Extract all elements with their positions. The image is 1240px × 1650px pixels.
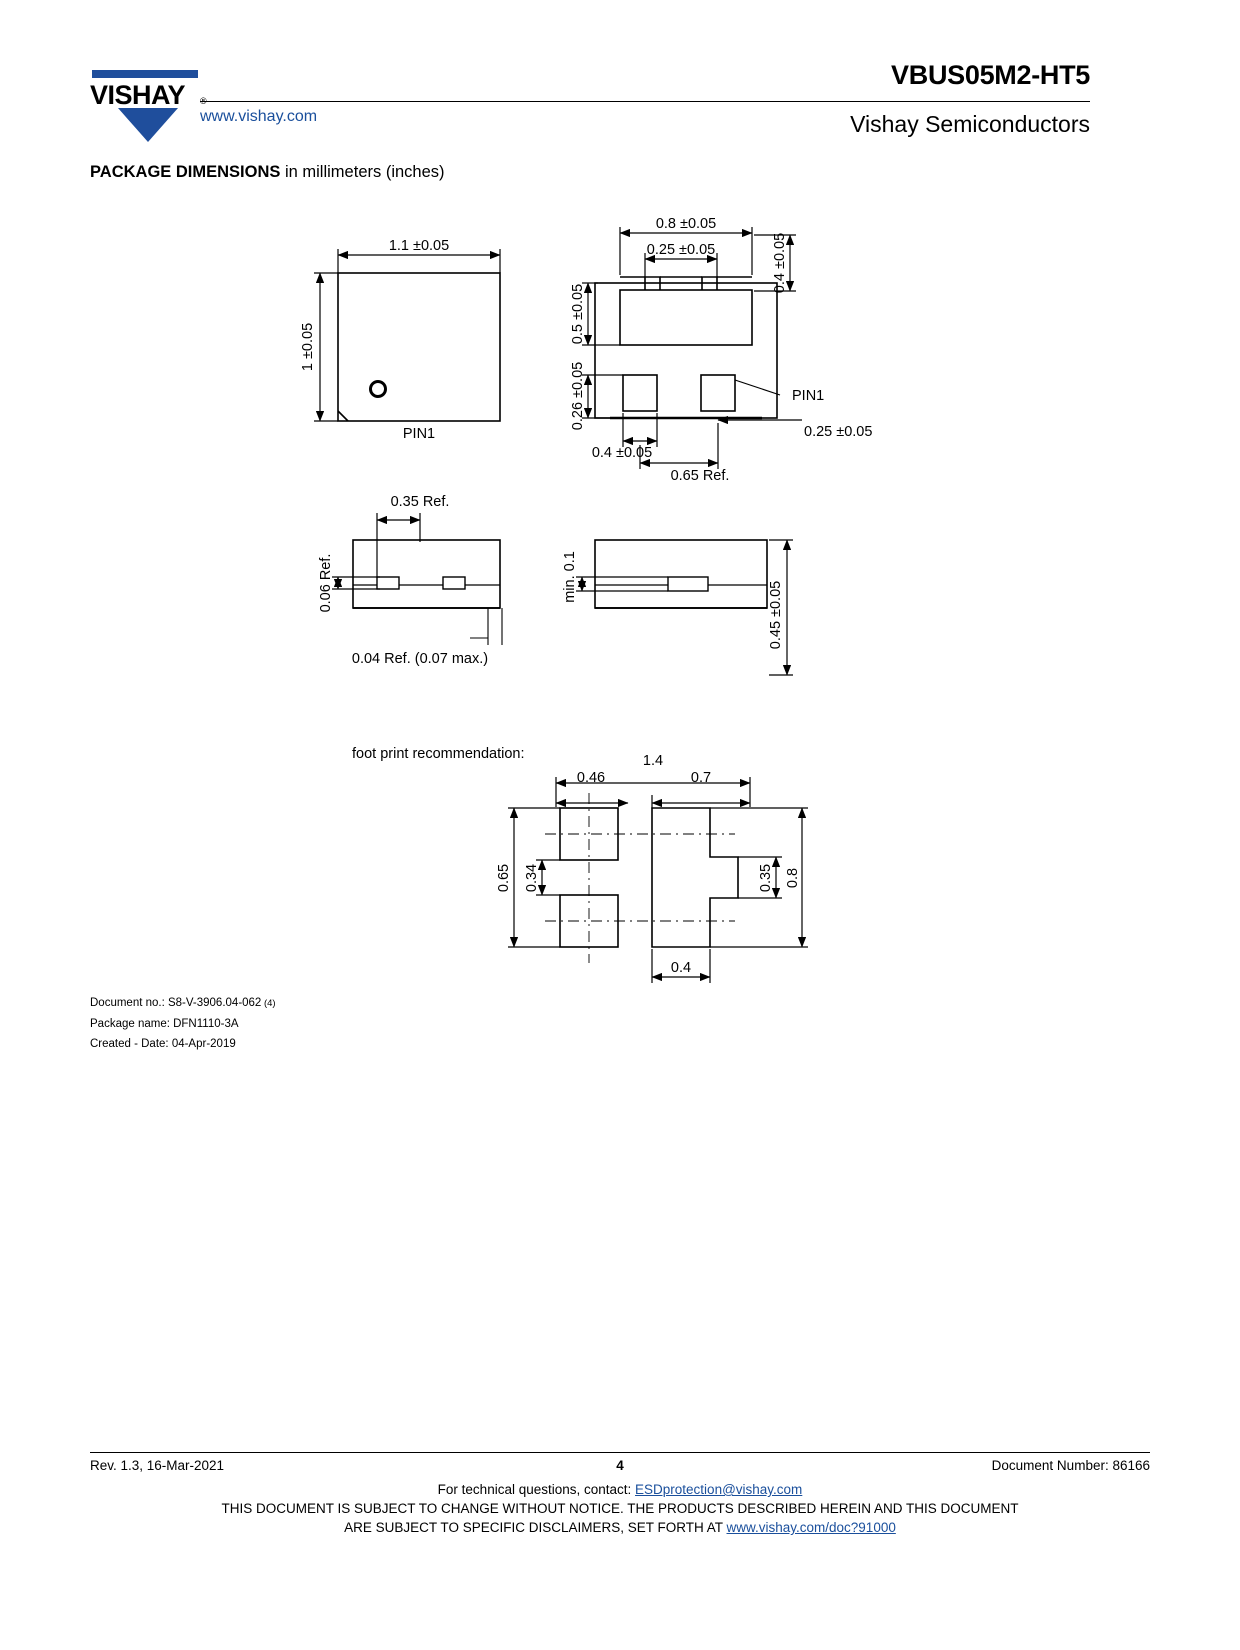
document-number-line	[90, 993, 276, 1014]
section-title	[90, 163, 445, 182]
dim-bottom-left-upper: 0.5 ±0.05	[570, 283, 586, 345]
dim-bottom-center: 0.65 Ref.	[670, 468, 730, 484]
page-number: 4	[616, 1458, 624, 1473]
dim-side-left-top: 0.35 Ref.	[390, 494, 450, 510]
dim-bottom-left-lower: 0.26 ±0.05	[570, 361, 586, 431]
dim-side-right-left: min. 0.1	[562, 551, 578, 603]
header-divider	[200, 101, 1090, 102]
technical-contact-line	[90, 1482, 1150, 1497]
logo-triangle	[118, 108, 178, 142]
package-name-line: Package name: DFN1110-3A	[90, 1018, 239, 1030]
contact-prefix: For technical questions, contact:	[437, 1482, 636, 1497]
division-name: Vishay Semiconductors	[850, 111, 1090, 137]
document-metadata	[90, 993, 276, 1054]
dim-top-width: 1.1 ±0.05	[388, 238, 450, 254]
dim-bottom-right-top: 0.4 ±0.05	[772, 232, 788, 294]
vishay-website-link[interactable]: www.vishay.com	[200, 108, 318, 125]
dim-top-height: 1 ±0.05	[300, 322, 316, 372]
dim-side-left-bottom: 0.04 Ref. (0.07 max.)	[351, 651, 489, 667]
document-number-label: Document Number: 86166	[991, 1458, 1150, 1473]
dim-bottom-right-lower: 0.25 ±0.05	[804, 424, 873, 440]
dim-side-right-right: 0.45 ±0.05	[768, 580, 784, 650]
dim-fp-right-inner: 0.35	[758, 863, 774, 893]
dim-bottom-top-inner: 0.25 ±0.05	[646, 242, 716, 258]
logo-wordmark: VISHAY	[90, 80, 186, 110]
document-no-value: S8-V-3906.04-062	[167, 997, 262, 1009]
vishay-logo	[90, 58, 210, 146]
package-dimensions-drawing	[90, 195, 1100, 995]
disclaimer-link[interactable]: www.vishay.com/doc?91000	[726, 1520, 896, 1535]
page-header	[90, 48, 1090, 148]
section-title-rest: in millimeters (inches)	[280, 163, 445, 181]
dim-side-left-left: 0.06 Ref.	[318, 553, 334, 613]
disclaimer	[90, 1499, 1150, 1537]
dim-fp-total-width: 1.4	[642, 753, 664, 769]
section-title-bold: PACKAGE DIMENSIONS	[90, 163, 281, 181]
footer-row	[90, 1458, 1150, 1480]
disclaimer-line-1: THIS DOCUMENT IS SUBJECT TO CHANGE WITHOUT NOTICE. THE PRODUCTS DESCRIBED HEREIN AND THIS DOCUMENT	[221, 1501, 1019, 1516]
dim-fp-inner-height: 0.34	[524, 863, 540, 893]
disclaimer-line-2-prefix: ARE SUBJECT TO SPECIFIC DISCLAIMERS, SET FORTH AT	[344, 1520, 727, 1535]
label-pin1-top: PIN1	[402, 426, 436, 442]
logo-registered-mark: ®	[200, 96, 207, 106]
part-number-title: VBUS05M2-HT5	[891, 60, 1090, 90]
contact-email-link[interactable]: ESDprotection@vishay.com	[635, 1482, 803, 1497]
footer-divider	[90, 1452, 1150, 1453]
logo-bar	[92, 70, 198, 78]
page-footer	[90, 1452, 1150, 1537]
dim-fp-pad-right-width: 0.7	[690, 770, 712, 786]
dim-fp-right-outer: 0.8	[785, 867, 801, 889]
dim-fp-outer-height: 0.65	[496, 863, 512, 893]
document-no-rev: (4)	[261, 998, 276, 1009]
disclaimer-line-2	[90, 1518, 1150, 1537]
footprint-title: foot print recommendation:	[352, 746, 525, 762]
document-no-label: Document no.:	[90, 997, 168, 1009]
dim-bottom-left: 0.4 ±0.05	[591, 445, 653, 461]
dim-fp-pad-left-width: 0.46	[576, 770, 606, 786]
revision-label: Rev. 1.3, 16-Mar-2021	[90, 1458, 225, 1473]
label-pin1-bottom: PIN1	[792, 388, 825, 404]
dim-fp-bottom: 0.4	[670, 960, 692, 976]
dim-bottom-top-outer: 0.8 ±0.05	[655, 216, 717, 232]
created-date-line: Created - Date: 04-Apr-2019	[90, 1038, 236, 1050]
